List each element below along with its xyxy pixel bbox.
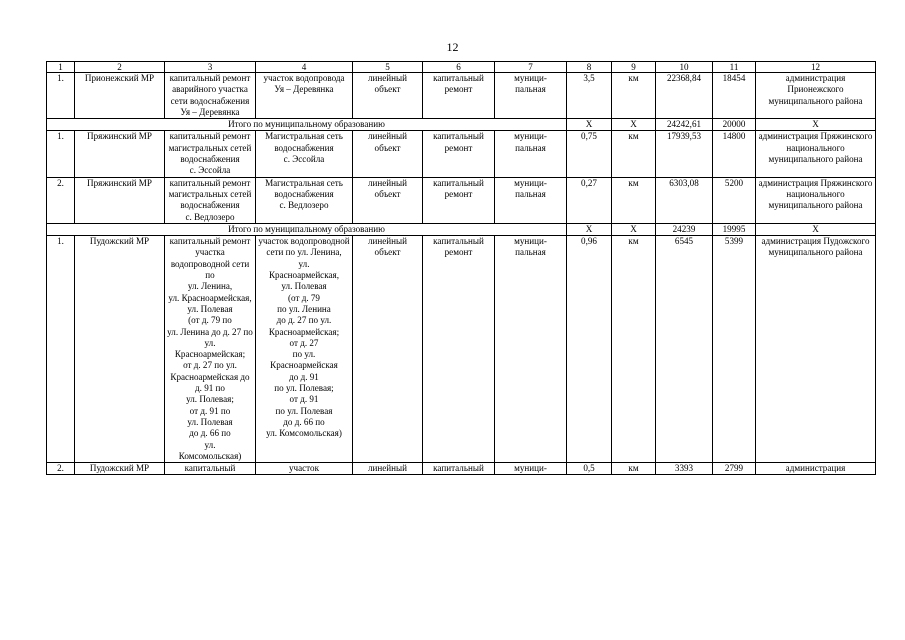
total-cost: 22368,84 [656,73,713,119]
length-unit: км [612,463,656,475]
administration: администрация Пряжинского национального муниципального района [756,131,876,177]
administration: администрация Пудожского муниципального района [756,236,876,463]
column-number-11: 11 [713,62,756,73]
row-number: 1. [47,131,75,177]
length-unit: км [612,73,656,119]
column-number-10: 10 [656,62,713,73]
object-name: участок водопроводной сети по ул. Ленина, ул. Красноармейская, ул. Полевая (от д. 79 по ул. Ленина до д. 27 по ул. Красноармейская; от д. 27 по ул. Красноармейская до д. 91 по ул. Полевая; от д. 91 по ул. Полевая до д. 66 по ул. Комсомольская) [256,236,353,463]
length-unit: км [612,177,656,223]
subsidy-amount: 14800 [713,131,756,177]
row-number: 1. [47,236,75,463]
length-value: 0,27 [567,177,612,223]
subsidy-amount: 2799 [713,463,756,475]
total-subsidy: 19995 [713,223,756,235]
work-type: капитальный ремонт [423,131,495,177]
row-number: 2. [47,177,75,223]
municipality: Пудожский МР [75,463,165,475]
table-body [47,62,876,475]
ownership: муници- пальная [495,236,567,463]
object-type: линейный объект [353,73,423,119]
subsidy-amount: 5200 [713,177,756,223]
total-cost: 24239 [656,223,713,235]
column-number-12: 12 [756,62,876,73]
subsidy-amount: 5399 [713,236,756,463]
work-description: капитальный ремонт аварийного участка сети водоснабжения Уя – Деревянка [165,73,256,119]
work-type: капитальный ремонт [423,73,495,119]
column-number-3: 3 [165,62,256,73]
object-type: линейный [353,463,423,475]
length-unit: км [612,131,656,177]
length-value: 0,75 [567,131,612,177]
total-admin-mark: Х [756,119,876,131]
object-type: линейный объект [353,177,423,223]
ownership: муници- пальная [495,73,567,119]
column-number-9: 9 [612,62,656,73]
work-description: капитальный [165,463,256,475]
works-table [46,61,876,475]
total-row [47,223,876,235]
table-row [47,463,876,475]
municipality: Пряжинский МР [75,131,165,177]
total-length-mark: Х [567,223,612,235]
object-name: Магистральная сеть водоснабжения с. Ведлозеро [256,177,353,223]
work-type: капитальный ремонт [423,177,495,223]
row-number: 1. [47,73,75,119]
column-number-5: 5 [353,62,423,73]
municipality: Пудожский МР [75,236,165,463]
administration: администрация Пряжинского национального муниципального района [756,177,876,223]
row-number: 2. [47,463,75,475]
length-unit: км [612,236,656,463]
work-description: капитальный ремонт участка водопроводной сети по ул. Ленина, ул. Красноармейская, ул. Полевая (от д. 79 по ул. Ленина до д. 27 по ул. Красноармейская; от д. 27 по ул. Красноармейская до д. 91 по ул. Полевая; от д. 91 по ул. Полевая до д. 66 по ул. Комсомольская) [165,236,256,463]
total-cost: 17939,53 [656,131,713,177]
administration: администрация [756,463,876,475]
object-type: линейный объект [353,236,423,463]
total-unit-mark: Х [612,223,656,235]
object-name: Магистральная сеть водоснабжения с. Эссойла [256,131,353,177]
length-value: 0,5 [567,463,612,475]
work-description: капитальный ремонт магистральных сетей водоснабжения с. Эссойла [165,131,256,177]
total-subsidy: 20000 [713,119,756,131]
work-description: капитальный ремонт магистральных сетей водоснабжения с. Ведлозеро [165,177,256,223]
column-number-1: 1 [47,62,75,73]
length-value: 0,96 [567,236,612,463]
column-number-7: 7 [495,62,567,73]
ownership: муници- [495,463,567,475]
administration: администрация Прионежского муниципального района [756,73,876,119]
work-type: капитальный ремонт [423,236,495,463]
object-name: участок [256,463,353,475]
ownership: муници- пальная [495,131,567,177]
total-label: Итого по муниципальному образованию [47,119,567,131]
ownership: муници- пальная [495,177,567,223]
total-cost: 6303,08 [656,177,713,223]
object-type: линейный объект [353,131,423,177]
column-number-8: 8 [567,62,612,73]
column-number-4: 4 [256,62,353,73]
table-row [47,73,876,119]
table-row [47,177,876,223]
work-type: капитальный [423,463,495,475]
total-row [47,119,876,131]
column-number-6: 6 [423,62,495,73]
total-cost: 24242,61 [656,119,713,131]
table-row [47,236,876,463]
municipality: Пряжинский МР [75,177,165,223]
total-cost: 3393 [656,463,713,475]
subsidy-amount: 18454 [713,73,756,119]
table-row [47,131,876,177]
column-number-row [47,62,876,73]
object-name: участок водопровода Уя – Деревянка [256,73,353,119]
total-length-mark: Х [567,119,612,131]
length-value: 3,5 [567,73,612,119]
total-cost: 6545 [656,236,713,463]
total-label: Итого по муниципальному образованию [47,223,567,235]
total-admin-mark: Х [756,223,876,235]
page-number: 12 [446,40,459,54]
total-unit-mark: Х [612,119,656,131]
column-number-2: 2 [75,62,165,73]
municipality: Прионежский МР [75,73,165,119]
